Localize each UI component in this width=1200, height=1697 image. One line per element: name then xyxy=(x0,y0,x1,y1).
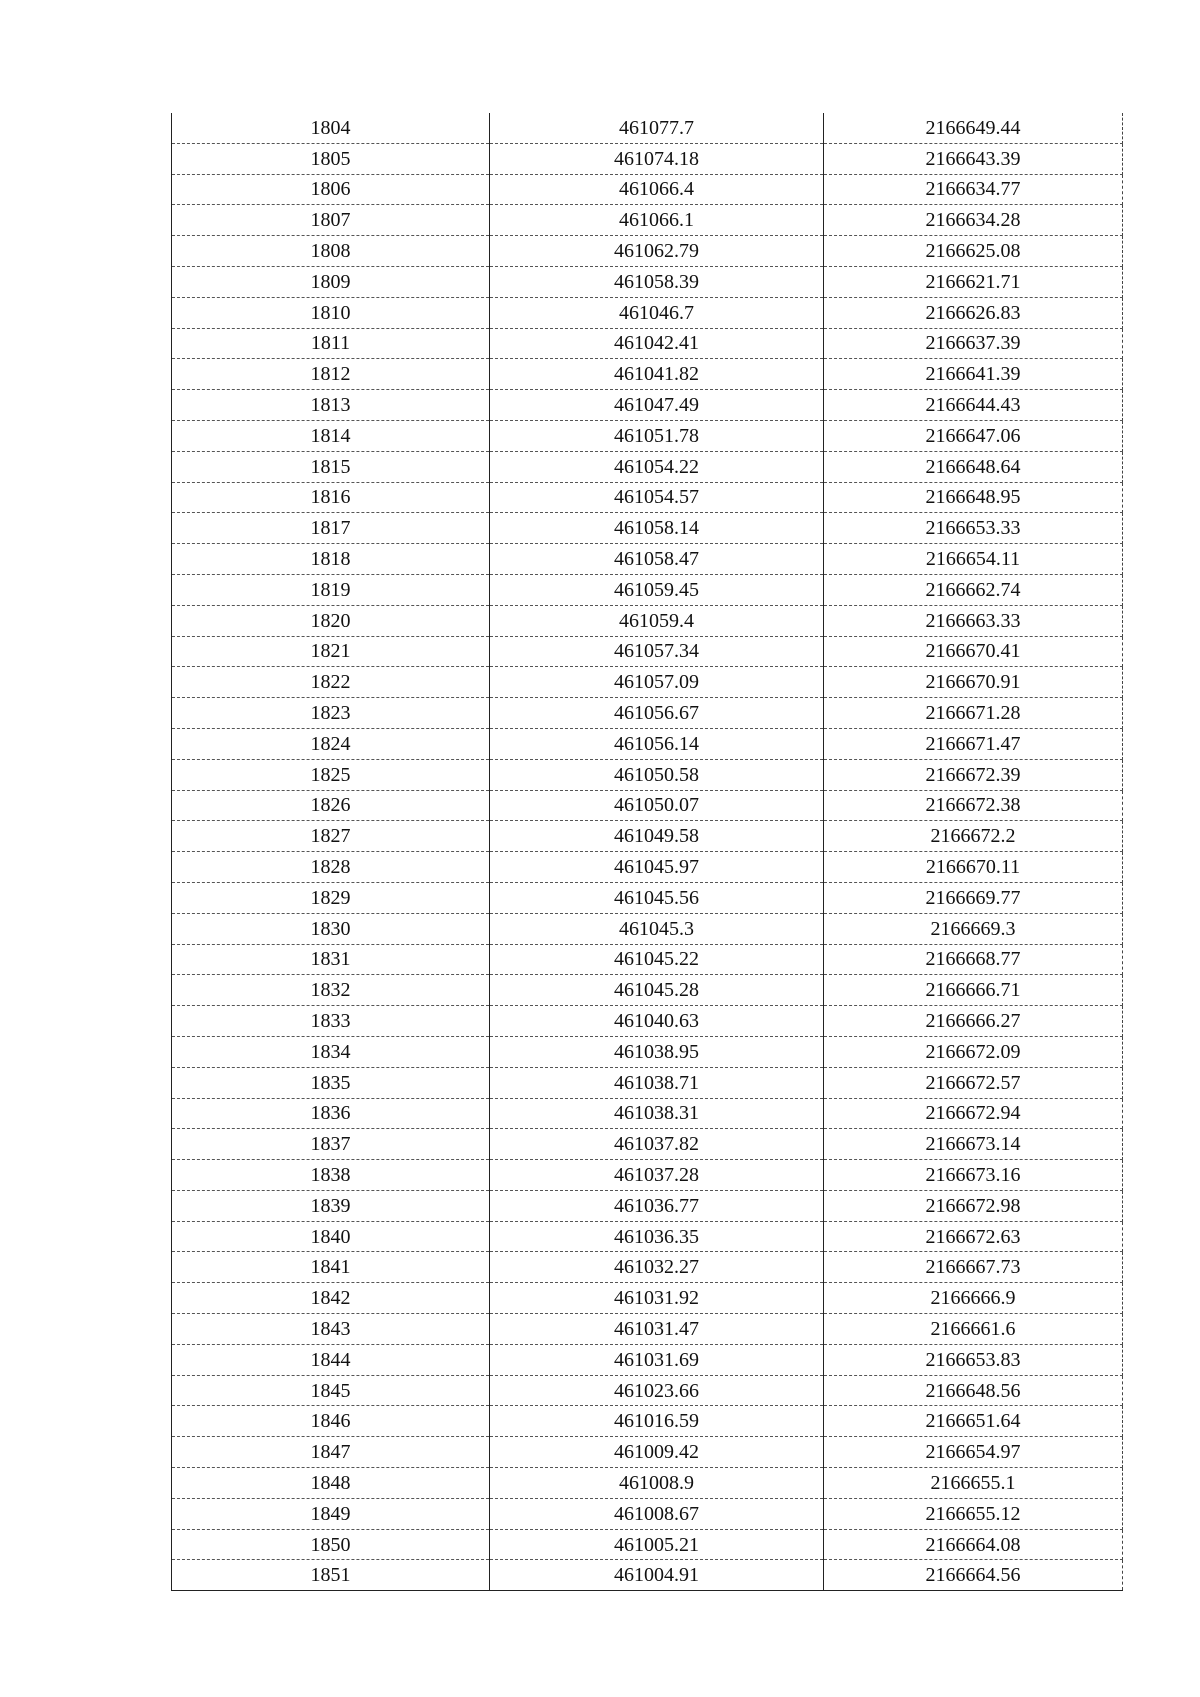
x-coordinate-cell: 461031.92 xyxy=(490,1283,824,1314)
table-row xyxy=(172,852,1123,883)
point-number-cell: 1820 xyxy=(172,605,490,636)
point-number-cell: 1811 xyxy=(172,328,490,359)
table-row xyxy=(172,420,1123,451)
y-coordinate-cell: 2166672.38 xyxy=(824,790,1123,821)
table-row xyxy=(172,174,1123,205)
point-number-cell: 1806 xyxy=(172,174,490,205)
point-number-cell: 1828 xyxy=(172,852,490,883)
table-row xyxy=(172,1344,1123,1375)
x-coordinate-cell: 461066.1 xyxy=(490,205,824,236)
x-coordinate-cell: 461077.7 xyxy=(490,113,824,143)
table-row xyxy=(172,728,1123,759)
table-row xyxy=(172,975,1123,1006)
table-row xyxy=(172,667,1123,698)
y-coordinate-cell: 2166643.39 xyxy=(824,143,1123,174)
y-coordinate-cell: 2166672.2 xyxy=(824,821,1123,852)
x-coordinate-cell: 461004.91 xyxy=(490,1560,824,1591)
y-coordinate-cell: 2166634.77 xyxy=(824,174,1123,205)
point-number-cell: 1831 xyxy=(172,944,490,975)
y-coordinate-cell: 2166648.95 xyxy=(824,482,1123,513)
table-row xyxy=(172,113,1123,143)
y-coordinate-cell: 2166672.63 xyxy=(824,1221,1123,1252)
y-coordinate-cell: 2166653.83 xyxy=(824,1344,1123,1375)
table-row xyxy=(172,1406,1123,1437)
table-row xyxy=(172,513,1123,544)
point-number-cell: 1812 xyxy=(172,359,490,390)
point-number-cell: 1847 xyxy=(172,1437,490,1468)
y-coordinate-cell: 2166641.39 xyxy=(824,359,1123,390)
x-coordinate-cell: 461045.3 xyxy=(490,913,824,944)
y-coordinate-cell: 2166621.71 xyxy=(824,266,1123,297)
y-coordinate-cell: 2166625.08 xyxy=(824,236,1123,267)
point-number-cell: 1830 xyxy=(172,913,490,944)
x-coordinate-cell: 461005.21 xyxy=(490,1529,824,1560)
x-coordinate-cell: 461038.31 xyxy=(490,1098,824,1129)
point-number-cell: 1804 xyxy=(172,113,490,143)
x-coordinate-cell: 461041.82 xyxy=(490,359,824,390)
table-row xyxy=(172,913,1123,944)
y-coordinate-cell: 2166670.11 xyxy=(824,852,1123,883)
point-number-cell: 1850 xyxy=(172,1529,490,1560)
point-number-cell: 1810 xyxy=(172,297,490,328)
point-number-cell: 1808 xyxy=(172,236,490,267)
table-row xyxy=(172,1098,1123,1129)
point-number-cell: 1809 xyxy=(172,266,490,297)
table-row xyxy=(172,821,1123,852)
y-coordinate-cell: 2166667.73 xyxy=(824,1252,1123,1283)
y-coordinate-cell: 2166654.11 xyxy=(824,544,1123,575)
x-coordinate-cell: 461037.28 xyxy=(490,1160,824,1191)
point-number-cell: 1845 xyxy=(172,1375,490,1406)
point-number-cell: 1825 xyxy=(172,759,490,790)
point-number-cell: 1849 xyxy=(172,1498,490,1529)
x-coordinate-cell: 461050.58 xyxy=(490,759,824,790)
y-coordinate-cell: 2166666.71 xyxy=(824,975,1123,1006)
y-coordinate-cell: 2166654.97 xyxy=(824,1437,1123,1468)
y-coordinate-cell: 2166655.1 xyxy=(824,1468,1123,1499)
point-number-cell: 1823 xyxy=(172,698,490,729)
table-row xyxy=(172,1498,1123,1529)
table-row xyxy=(172,359,1123,390)
table-row xyxy=(172,266,1123,297)
x-coordinate-cell: 461047.49 xyxy=(490,390,824,421)
y-coordinate-cell: 2166663.33 xyxy=(824,605,1123,636)
table-row xyxy=(172,1252,1123,1283)
point-number-cell: 1826 xyxy=(172,790,490,821)
point-number-cell: 1837 xyxy=(172,1129,490,1160)
y-coordinate-cell: 2166664.08 xyxy=(824,1529,1123,1560)
x-coordinate-cell: 461056.67 xyxy=(490,698,824,729)
point-number-cell: 1842 xyxy=(172,1283,490,1314)
y-coordinate-cell: 2166671.28 xyxy=(824,698,1123,729)
y-coordinate-cell: 2166668.77 xyxy=(824,944,1123,975)
table-row xyxy=(172,1190,1123,1221)
table-row xyxy=(172,1006,1123,1037)
y-coordinate-cell: 2166672.98 xyxy=(824,1190,1123,1221)
x-coordinate-cell: 461046.7 xyxy=(490,297,824,328)
x-coordinate-cell: 461058.14 xyxy=(490,513,824,544)
x-coordinate-cell: 461059.4 xyxy=(490,605,824,636)
x-coordinate-cell: 461016.59 xyxy=(490,1406,824,1437)
x-coordinate-cell: 461031.47 xyxy=(490,1314,824,1345)
table-row xyxy=(172,297,1123,328)
table-row xyxy=(172,390,1123,421)
y-coordinate-cell: 2166626.83 xyxy=(824,297,1123,328)
point-number-cell: 1848 xyxy=(172,1468,490,1499)
y-coordinate-cell: 2166651.64 xyxy=(824,1406,1123,1437)
x-coordinate-cell: 461008.67 xyxy=(490,1498,824,1529)
x-coordinate-cell: 461059.45 xyxy=(490,574,824,605)
table-row xyxy=(172,944,1123,975)
table-row xyxy=(172,1221,1123,1252)
coordinate-table xyxy=(171,113,1123,1591)
x-coordinate-cell: 461051.78 xyxy=(490,420,824,451)
table-row xyxy=(172,451,1123,482)
y-coordinate-cell: 2166648.64 xyxy=(824,451,1123,482)
point-number-cell: 1838 xyxy=(172,1160,490,1191)
x-coordinate-cell: 461054.57 xyxy=(490,482,824,513)
y-coordinate-cell: 2166670.91 xyxy=(824,667,1123,698)
point-number-cell: 1815 xyxy=(172,451,490,482)
x-coordinate-cell: 461045.22 xyxy=(490,944,824,975)
y-coordinate-cell: 2166637.39 xyxy=(824,328,1123,359)
x-coordinate-cell: 461045.97 xyxy=(490,852,824,883)
table-row xyxy=(172,698,1123,729)
point-number-cell: 1835 xyxy=(172,1067,490,1098)
y-coordinate-cell: 2166672.94 xyxy=(824,1098,1123,1129)
y-coordinate-cell: 2166634.28 xyxy=(824,205,1123,236)
x-coordinate-cell: 461032.27 xyxy=(490,1252,824,1283)
point-number-cell: 1836 xyxy=(172,1098,490,1129)
table-row xyxy=(172,1036,1123,1067)
point-number-cell: 1843 xyxy=(172,1314,490,1345)
x-coordinate-cell: 461045.28 xyxy=(490,975,824,1006)
x-coordinate-cell: 461049.58 xyxy=(490,821,824,852)
x-coordinate-cell: 461036.77 xyxy=(490,1190,824,1221)
table-row xyxy=(172,328,1123,359)
x-coordinate-cell: 461057.09 xyxy=(490,667,824,698)
point-number-cell: 1816 xyxy=(172,482,490,513)
table-row xyxy=(172,1529,1123,1560)
table-row xyxy=(172,1067,1123,1098)
y-coordinate-cell: 2166673.16 xyxy=(824,1160,1123,1191)
table-row xyxy=(172,1283,1123,1314)
table-row xyxy=(172,1468,1123,1499)
y-coordinate-cell: 2166664.56 xyxy=(824,1560,1123,1591)
x-coordinate-cell: 461050.07 xyxy=(490,790,824,821)
x-coordinate-cell: 461058.47 xyxy=(490,544,824,575)
point-number-cell: 1818 xyxy=(172,544,490,575)
x-coordinate-cell: 461066.4 xyxy=(490,174,824,205)
x-coordinate-cell: 461062.79 xyxy=(490,236,824,267)
y-coordinate-cell: 2166647.06 xyxy=(824,420,1123,451)
point-number-cell: 1829 xyxy=(172,882,490,913)
y-coordinate-cell: 2166672.57 xyxy=(824,1067,1123,1098)
table-row xyxy=(172,1560,1123,1591)
table-row xyxy=(172,882,1123,913)
point-number-cell: 1833 xyxy=(172,1006,490,1037)
y-coordinate-cell: 2166649.44 xyxy=(824,113,1123,143)
table-row xyxy=(172,143,1123,174)
y-coordinate-cell: 2166653.33 xyxy=(824,513,1123,544)
table-row xyxy=(172,236,1123,267)
point-number-cell: 1840 xyxy=(172,1221,490,1252)
point-number-cell: 1832 xyxy=(172,975,490,1006)
coordinate-table-body xyxy=(172,113,1123,1591)
point-number-cell: 1827 xyxy=(172,821,490,852)
table-row xyxy=(172,790,1123,821)
x-coordinate-cell: 461040.63 xyxy=(490,1006,824,1037)
table-row xyxy=(172,544,1123,575)
x-coordinate-cell: 461031.69 xyxy=(490,1344,824,1375)
x-coordinate-cell: 461037.82 xyxy=(490,1129,824,1160)
point-number-cell: 1841 xyxy=(172,1252,490,1283)
point-number-cell: 1807 xyxy=(172,205,490,236)
x-coordinate-cell: 461008.9 xyxy=(490,1468,824,1499)
y-coordinate-cell: 2166669.3 xyxy=(824,913,1123,944)
y-coordinate-cell: 2166662.74 xyxy=(824,574,1123,605)
table-row xyxy=(172,1437,1123,1468)
point-number-cell: 1822 xyxy=(172,667,490,698)
x-coordinate-cell: 461054.22 xyxy=(490,451,824,482)
x-coordinate-cell: 461045.56 xyxy=(490,882,824,913)
y-coordinate-cell: 2166672.09 xyxy=(824,1036,1123,1067)
point-number-cell: 1821 xyxy=(172,636,490,667)
table-row xyxy=(172,1129,1123,1160)
point-number-cell: 1819 xyxy=(172,574,490,605)
x-coordinate-cell: 461038.71 xyxy=(490,1067,824,1098)
point-number-cell: 1817 xyxy=(172,513,490,544)
point-number-cell: 1824 xyxy=(172,728,490,759)
y-coordinate-cell: 2166666.27 xyxy=(824,1006,1123,1037)
y-coordinate-cell: 2166672.39 xyxy=(824,759,1123,790)
x-coordinate-cell: 461036.35 xyxy=(490,1221,824,1252)
point-number-cell: 1839 xyxy=(172,1190,490,1221)
point-number-cell: 1814 xyxy=(172,420,490,451)
y-coordinate-cell: 2166666.9 xyxy=(824,1283,1123,1314)
x-coordinate-cell: 461058.39 xyxy=(490,266,824,297)
y-coordinate-cell: 2166644.43 xyxy=(824,390,1123,421)
table-row xyxy=(172,1375,1123,1406)
table-row xyxy=(172,636,1123,667)
y-coordinate-cell: 2166670.41 xyxy=(824,636,1123,667)
y-coordinate-cell: 2166655.12 xyxy=(824,1498,1123,1529)
x-coordinate-cell: 461074.18 xyxy=(490,143,824,174)
point-number-cell: 1813 xyxy=(172,390,490,421)
table-row xyxy=(172,605,1123,636)
y-coordinate-cell: 2166661.6 xyxy=(824,1314,1123,1345)
x-coordinate-cell: 461057.34 xyxy=(490,636,824,667)
point-number-cell: 1805 xyxy=(172,143,490,174)
table-row xyxy=(172,759,1123,790)
table-row xyxy=(172,1314,1123,1345)
table-row xyxy=(172,482,1123,513)
x-coordinate-cell: 461009.42 xyxy=(490,1437,824,1468)
table-row xyxy=(172,574,1123,605)
table-row xyxy=(172,205,1123,236)
x-coordinate-cell: 461042.41 xyxy=(490,328,824,359)
point-number-cell: 1851 xyxy=(172,1560,490,1591)
x-coordinate-cell: 461056.14 xyxy=(490,728,824,759)
table-row xyxy=(172,1160,1123,1191)
x-coordinate-cell: 461038.95 xyxy=(490,1036,824,1067)
y-coordinate-cell: 2166673.14 xyxy=(824,1129,1123,1160)
point-number-cell: 1834 xyxy=(172,1036,490,1067)
x-coordinate-cell: 461023.66 xyxy=(490,1375,824,1406)
point-number-cell: 1846 xyxy=(172,1406,490,1437)
y-coordinate-cell: 2166671.47 xyxy=(824,728,1123,759)
y-coordinate-cell: 2166648.56 xyxy=(824,1375,1123,1406)
y-coordinate-cell: 2166669.77 xyxy=(824,882,1123,913)
point-number-cell: 1844 xyxy=(172,1344,490,1375)
